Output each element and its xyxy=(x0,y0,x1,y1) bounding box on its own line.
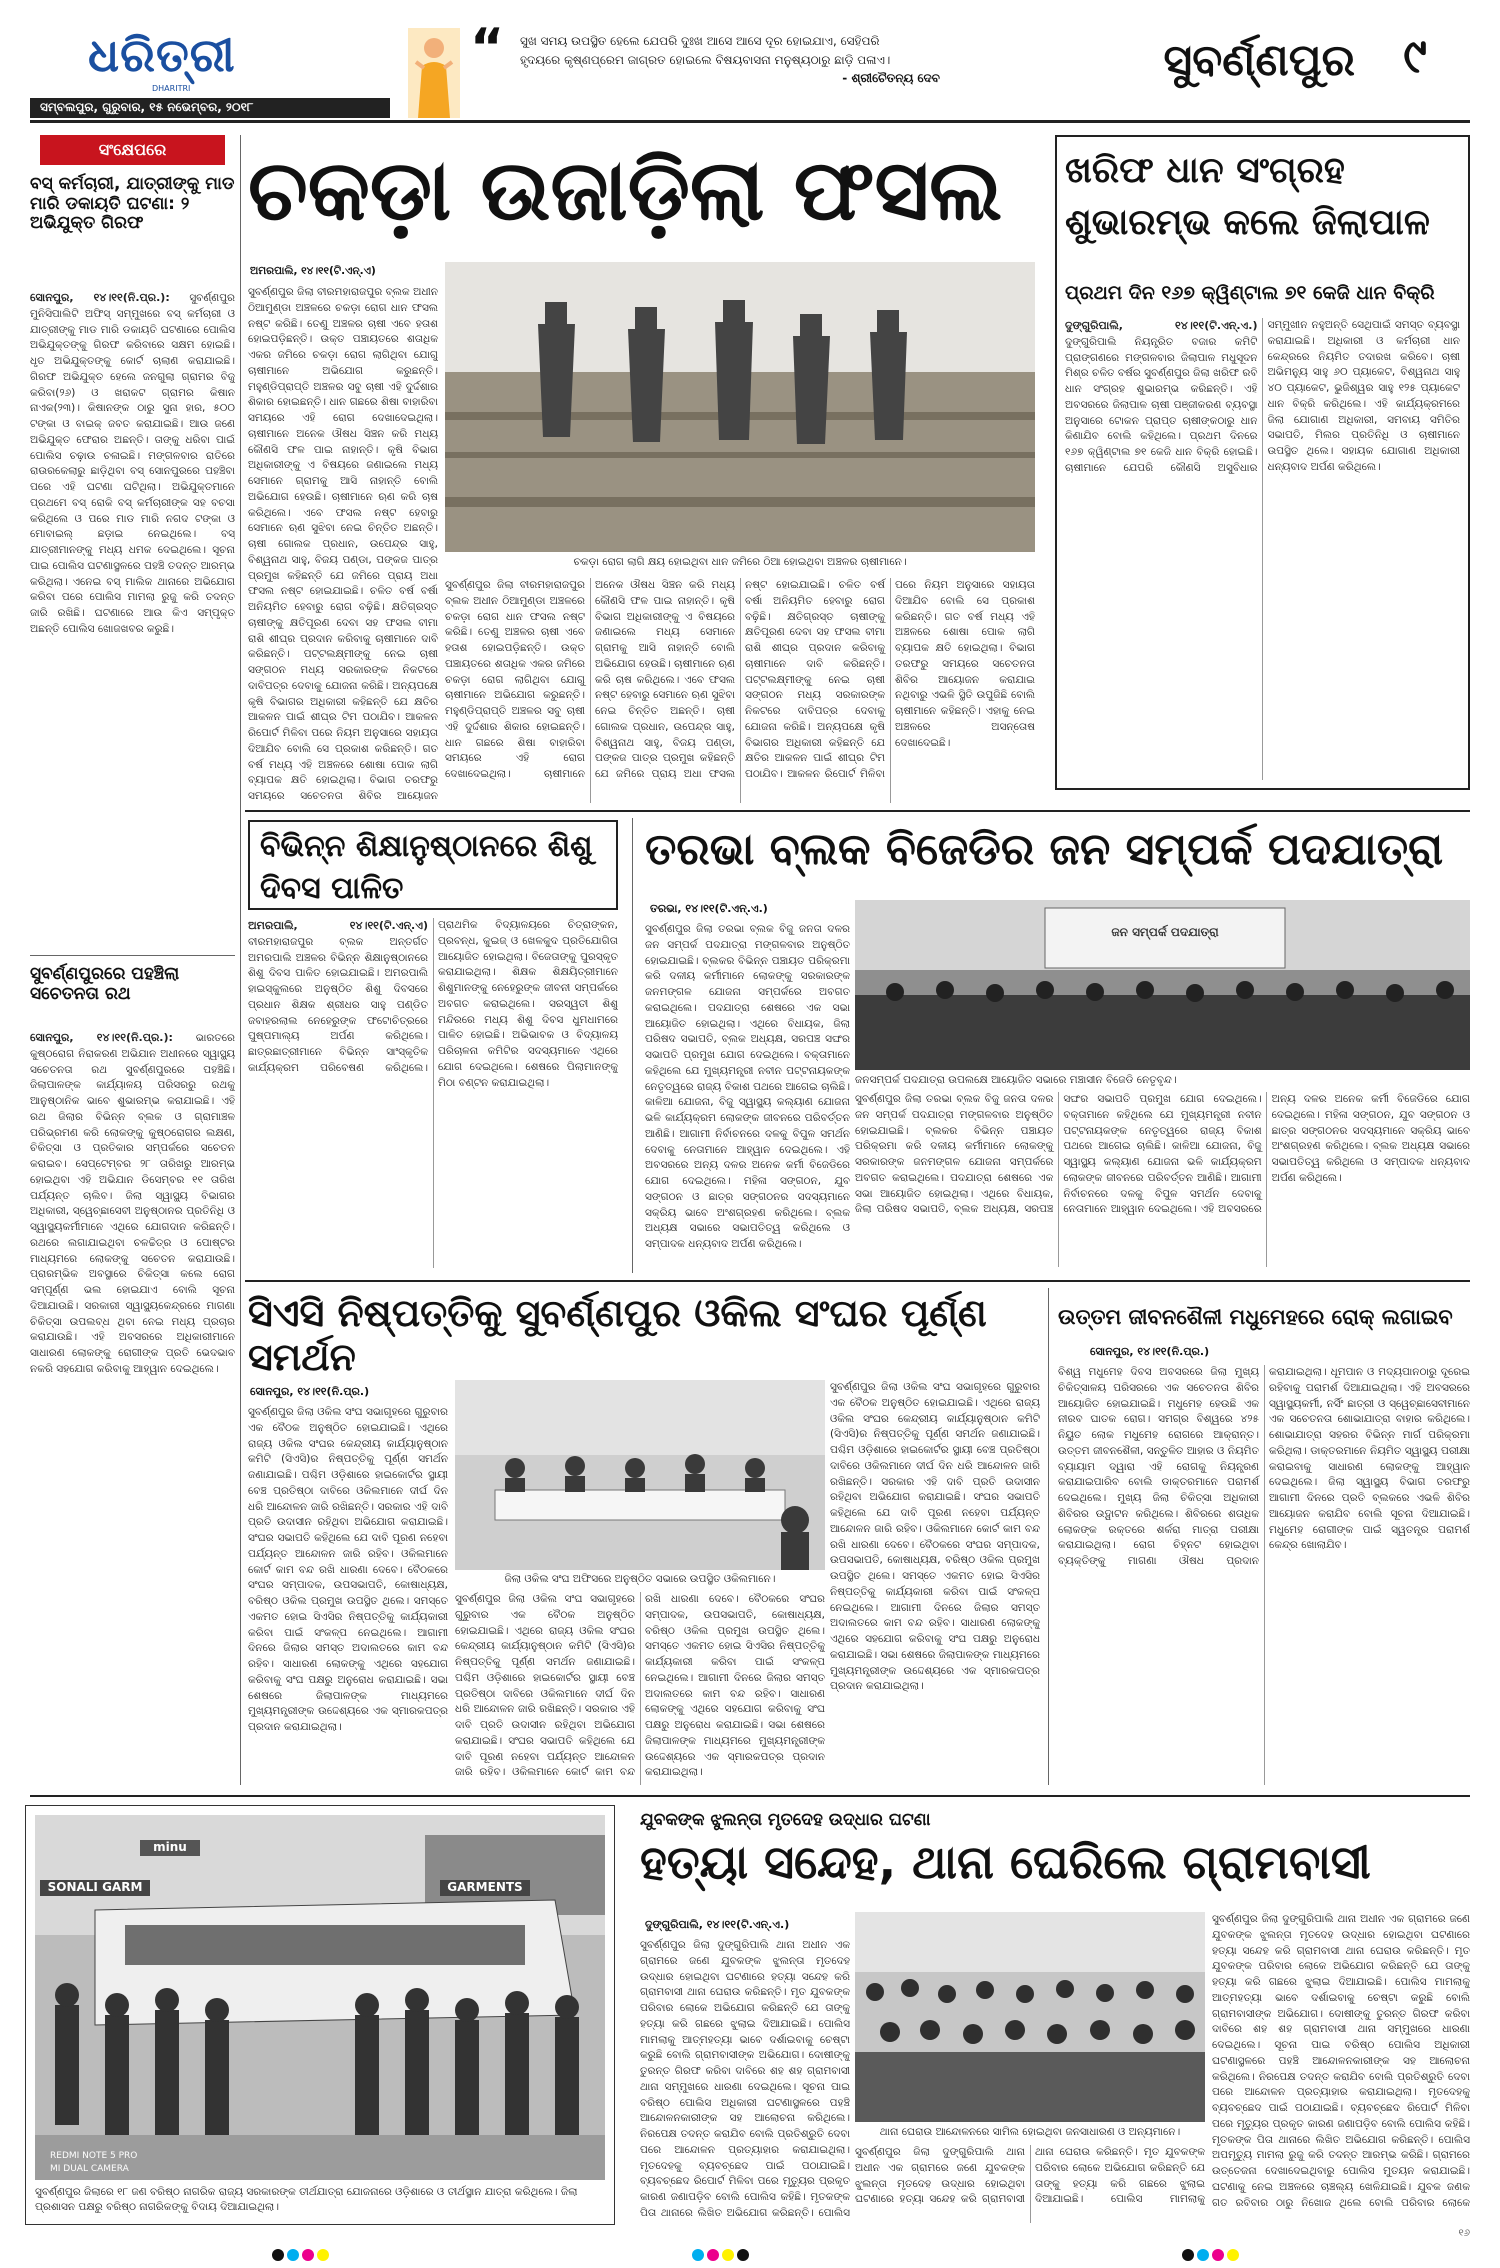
tirtha-bus-photo xyxy=(35,1815,605,2180)
brief-story2-body: ଭାରତରେ କୁଷ୍ଠରୋଗ ନିରାକରଣ ଅଭିଯାନ ଅଧୀନରେ ସ୍ୱାସ୍ଥ୍ୟ ସଚେତନତା ରଥ ସୁବର୍ଣ୍ଣପୁରରେ ପହଞ୍ଚିଛି। ଜିଲାପାଳଙ୍କ କାର୍ଯ୍ୟାଳୟ ପରିସରରୁ ରଥକୁ ଆନୁଷ୍ଠାନିକ ଭାବେ ଶୁଭାରମ୍ଭ କରାଯାଇଛି। ଏହି ରଥ ଜିଲାର ବିଭିନ୍ନ ବ୍ଲକ ଓ ଗ୍ରାମାଞ୍ଚଳ ପରିଭ୍ରମଣ କରି ଲୋକଙ୍କୁ କୁଷ୍ଠରୋଗର ଲକ୍ଷଣ, ଚିକିତ୍ସା ଓ ପ୍ରତିକାର ସମ୍ପର୍କରେ ସଚେତନ କରାଇବ। ସେପ୍ଟେମ୍ବର ୨୮ ତାରିଖରୁ ଆରମ୍ଭ ହୋଇଥିବା ଏହି ଅଭିଯାନ ଡିସେମ୍ବର ୧୧ ତାରିଖ ପର୍ଯ୍ୟନ୍ତ ଚାଲିବ। ଜିଲା ସ୍ୱାସ୍ଥ୍ୟ ବିଭାଗର ଅଧିକାରୀ, ସ୍ୱେଚ୍ଛାସେବୀ ଅନୁଷ୍ଠାନର ପ୍ରତିନିଧି ଓ ସ୍ୱାସ୍ଥ୍ୟକର୍ମୀମାନେ ଏଥିରେ ଯୋଗଦାନ କରିଛନ୍ତି। ରଥରେ ଲଗାଯାଇଥିବା ଚଳଚ୍ଚିତ୍ର ଓ ପୋଷ୍ଟର ମାଧ୍ୟମରେ ଲୋକଙ୍କୁ ସଚେତନ କରାଯାଉଛି। ପ୍ରାରମ୍ଭିକ ଅବସ୍ଥାରେ ଚିକିତ୍ସା କଲେ ରୋଗ ସମ୍ପୂର୍ଣ୍ଣ ଭଲ ହୋଇଯାଏ ବୋଲି ସୂଚନା ଦିଆଯାଉଛି। ସରକାରୀ ସ୍ୱାସ୍ଥ୍ୟକେନ୍ଦ୍ରରେ ମାଗଣା ଚିକିତ୍ସା ଉପଲବ୍ଧ ଥିବା ନେଇ ମଧ୍ୟ ପ୍ରଚାର କରାଯାଉଛି। ଏହି ଅବସରରେ ଅଧିକାରୀମାନେ ସାଧାରଣ ଲୋକଙ୍କୁ ରୋଗୀଙ୍କ ପ୍ରତି ଭେଦଭାବ ନକରି ସହଯୋଗ କରିବାକୁ ଆହ୍ୱାନ ଦେଇଥିଲେ। xyxy=(30,1032,235,1375)
page-code: ୧୬ xyxy=(1458,2228,1470,2239)
print-dot xyxy=(1182,2249,1194,2261)
diabetes-vertical-rule xyxy=(1048,1288,1049,1785)
bjd-body-bottom xyxy=(855,1092,1470,1267)
print-dot xyxy=(692,2249,704,2261)
murder-body-right xyxy=(1212,1912,1470,2223)
row1-rule xyxy=(245,810,1470,812)
section-title: ସୁବର୍ଣ୍ଣପୁର xyxy=(1163,35,1355,86)
kharif-subhead: ପ୍ରଥମ ଦିନ ୧୬୭ କ୍ୱିଣ୍ଟାଲ ୭୧ କେଜି ଧାନ ବିକ୍ରି xyxy=(1065,282,1435,304)
print-dot xyxy=(1197,2249,1209,2261)
brief-story2 xyxy=(30,1030,235,1785)
bjd-banner: ଜନ ସମ୍ପର୍କ ପଦଯାତ୍ରା xyxy=(1111,925,1219,939)
shop-sign-1: minu xyxy=(140,1840,200,1856)
print-dot xyxy=(302,2249,314,2261)
murder-body-continued-bottom: ସୁବର୍ଣ୍ଣପୁର ଜିଲା ଦୁଙ୍ଗୁରିପାଲି ଥାନା ଅଧୀନ ଏକ ଗ୍ରାମରେ ଜଣେ ଯୁବକଙ୍କ ଝୁଲନ୍ତା ମୃତଦେହ ଉଦ୍ଧାର ହୋଇଥିବା ଘଟଣାରେ ହତ୍ୟା ସନ୍ଦେହ କରି ଗ୍ରାମବାସୀ ଥାନା ଘେରାଉ କରିଛନ୍ତି। ମୃତ ଯୁବକଙ୍କ ପରିବାର ଲୋକେ ଅଭିଯୋଗ କରିଛନ୍ତି ଯେ ତାଙ୍କୁ ହତ୍ୟା କରି ଗଛରେ ଝୁଲାଇ ଦିଆଯାଇଛି। ପୋଲିସ ମାମଲାକୁ xyxy=(855,2146,1205,2206)
diabetes-body-text: ବିଶ୍ୱ ମଧୁମେହ ଦିବସ ଅବସରରେ ଜିଲା ମୁଖ୍ୟ ଚିକିତ୍ସାଳୟ ପରିସରରେ ଏକ ସଚେତନତା ଶିବିର ଆୟୋଜିତ ହୋଇଯାଇଛି। ମଧୁମେହ ହେଉଛି ଏକ ନୀରବ ଘାତକ ରୋଗ। ସମଗ୍ର ବିଶ୍ୱରେ ୪୨୫ ନିୟୁତ ଲୋକ ମଧୁମେହ ରୋଗରେ ଆକ୍ରାନ୍ତ। ଉତ୍ତମ ଜୀବନଶୈଳୀ, ସନ୍ତୁଳିତ ଆହାର ଓ ନିୟମିତ ବ୍ୟାୟାମ ଦ୍ୱାରା ଏହି ରୋଗକୁ ନିୟନ୍ତ୍ରଣ କରାଯାଇପାରିବ ବୋଲି ଡାକ୍ତରମାନେ ପରାମର୍ଶ ଦେଇଥିଲେ। ମୁଖ୍ୟ ଜିଲା ଚିକିତ୍ସା ଅଧିକାରୀ ଶିବିରର ଉଦ୍ଘାଟନ କରିଥିଲେ। ଶିବିରରେ ଶତାଧିକ ଲୋକଙ୍କ ରକ୍ତରେ ଶର୍କରା ମାତ୍ରା ପରୀକ୍ଷା କରାଯାଇଥିଲା। ରୋଗ ଚିହ୍ନଟ ହୋଇଥିବା ବ୍ୟକ୍ତିଙ୍କୁ ମାଗଣା ଔଷଧ ପ୍ରଦାନ କରାଯାଇଥିଲା। ଧୂମପାନ ଓ ମଦ୍ୟପାନଠାରୁ ଦୂରେଇ ରହିବାକୁ ପରାମର୍ଶ ଦିଆଯାଇଥିଲା। ଏହି ଅବସରରେ ସ୍ୱାସ୍ଥ୍ୟକର୍ମୀ, ନର୍ସିଂ ଛାତ୍ରୀ ଓ ସ୍ୱେଚ୍ଛାସେବୀମାନେ ଏକ ସଚେତନତା ଶୋଭାଯାତ୍ରା ବାହାର କରିଥିଲେ। ଶୋଭାଯାତ୍ରା ସହରର ବିଭିନ୍ନ ମାର୍ଗ ପରିକ୍ରମା କରିଥିଲା। ଡାକ୍ତରମାନେ ନିୟମିତ ସ୍ୱାସ୍ଥ୍ୟ ପରୀକ୍ଷା କରାଇବାକୁ ସାଧାରଣ ଲୋକଙ୍କୁ ଆହ୍ୱାନ ଦେଇଥିଲେ। ଜିଲା ସ୍ୱାସ୍ଥ୍ୟ ବିଭାଗ ତରଫରୁ ଆଗାମୀ ଦିନରେ ପ୍ରତି ବ୍ଲକରେ ଏଭଳି ଶିବିର ଆୟୋଜନ କରାଯିବ ବୋଲି ସୂଚନା ଦିଆଯାଇଛି। ମଧୁମେହ ରୋଗୀଙ୍କ ପାଇଁ ସ୍ୱତନ୍ତ୍ର ପରାମର୍ଶ କେନ୍ଦ୍ର ଖୋଲାଯିବ। xyxy=(1058,1366,1470,1567)
brief-story1-title: ବସ୍ କର୍ମଚାରୀ, ଯାତ୍ରୀଙ୍କୁ ମାଡ ମାରି ଡକାୟତି ଘଟଣା: ୨ ଅଭିଯୁକ୍ତ ଗିରଫ xyxy=(30,174,235,234)
farmers-photo-caption: ଚକଡ଼ା ରୋଗ ଲାଗି କ୍ଷୟ ହୋଇଥିବା ଧାନ ଜମିରେ ଠିଆ ହୋଇଥିବା ଅଞ୍ଚଳର ଚାଷୀମାନେ। xyxy=(573,556,907,568)
print-dot xyxy=(287,2249,299,2261)
bjd-dateline: ତରଭା, ୧୪।୧୧(ଟି.ଏନ୍.ଏ.) xyxy=(650,902,768,915)
kharif-dateline: ଦୁଙ୍ଗୁରିପାଲି, ୧୪।୧୧(ଟି.ଏନ୍.ଏ.) xyxy=(1065,319,1258,332)
murder-body-left xyxy=(640,1938,850,2223)
shop-sign-2: SONALI GARM xyxy=(40,1880,150,1896)
phone-watermark-line-1: REDMI NOTE 5 PRO xyxy=(50,2151,138,2161)
brief-vertical-rule xyxy=(240,135,241,1785)
brief-story2-dateline: ସୋନପୁର, ୧୪।୧୧(ନି.ପ୍ର.): xyxy=(30,1031,173,1044)
registration-marks xyxy=(0,2245,1500,2265)
phone-watermark xyxy=(50,2150,250,2178)
print-dot xyxy=(1227,2249,1239,2261)
row3-rule xyxy=(30,1795,1470,1797)
lawyers-photo-caption: ଜିଲା ଓକିଲ ସଂଘ ଅଫିସରେ ଅନୁଷ୍ଠିତ ସଭାରେ ଉପସ୍ଥିତ ଓକିଲମାନେ। xyxy=(504,1573,776,1585)
issue-date: ସମ୍ବଲପୁର, ଗୁରୁବାର, ୧୫ ନଭେମ୍ବର, ୨୦୧୮ xyxy=(40,100,254,114)
quote-line-2: ହୃଦୟରେ କୃଷ୍ଣପ୍ରେମ ଜାଗ୍ରତ ହୋଇଲେ ବିଷୟବାସନା ମନୁଷ୍ୟଠାରୁ ଛାଡ଼ି ପଳାଏ। xyxy=(520,52,891,67)
brief-story1 xyxy=(30,290,235,945)
murder-kicker: ଯୁବକଙ୍କ ଝୁଲନ୍ତା ମୃତଦେହ ଉଦ୍ଧାର ଘଟଣା xyxy=(640,1810,931,1830)
row2-vertical-rule xyxy=(632,818,633,1273)
print-dot xyxy=(737,2249,749,2261)
brief-label: ସଂକ୍ଷେପରେ xyxy=(40,135,225,165)
brief-story1-dateline: ସୋନପୁର, ୧୪।୧୧(ନି.ପ୍ର.): xyxy=(30,291,170,304)
lawyers-meeting-photo xyxy=(455,1380,825,1570)
murder-body: ସୁବର୍ଣ୍ଣପୁର ଜିଲା ଦୁଙ୍ଗୁରିପାଲି ଥାନା ଅଧୀନ ଏକ ଗ୍ରାମରେ ଜଣେ ଯୁବକଙ୍କ ଝୁଲନ୍ତା ମୃତଦେହ ଉଦ୍ଧାର ହୋଇଥିବା ଘଟଣାରେ ହତ୍ୟା ସନ୍ଦେହ କରି ଗ୍ରାମବାସୀ ଥାନା ଘେରାଉ କରିଛନ୍ତି। ମୃତ ଯୁବକଙ୍କ ପରିବାର ଲୋକେ ଅଭିଯୋଗ କରିଛନ୍ତି ଯେ ତାଙ୍କୁ ହତ୍ୟା କରି ଗଛରେ ଝୁଲାଇ ଦିଆଯାଇଛି। ପୋଲିସ ମାମଲାକୁ ଆତ୍ମହତ୍ୟା ଭାବେ ଦର୍ଶାଇବାକୁ ଚେଷ୍ଟା କରୁଛି ବୋଲି ଗ୍ରାମବାସୀଙ୍କ ଅଭିଯୋଗ। ଦୋଷୀଙ୍କୁ ତୁରନ୍ତ ଗିରଫ କରିବା ଦାବିରେ ଶହ ଶହ ଗ୍ରାମବାସୀ ଥାନା ସମ୍ମୁଖରେ ଧାରଣା ଦେଇଥିଲେ। ସୂଚନା ପାଇ ବରିଷ୍ଠ ପୋଲିସ ଅଧିକାରୀ ଘଟଣାସ୍ଥଳରେ ପହଞ୍ଚି ଆନ୍ଦୋଳନକାରୀଙ୍କ ସହ ଆଲୋଚନା କରିଥିଲେ। ନିରପେକ୍ଷ ତଦନ୍ତ କରାଯିବ ବୋଲି ପ୍ରତିଶ୍ରୁତି ଦେବା ପରେ ଆନ୍ଦୋଳନ ପ୍ରତ୍ୟାହାର କରାଯାଇଥିଲା। ମୃତଦେହକୁ ବ୍ୟବଚ୍ଛେଦ ପାଇଁ ପଠାଯାଇଛି। ବ୍ୟବଚ୍ଛେଦ ରିପୋର୍ଟ ମିଳିବା ପରେ ମୃତ୍ୟୁର ପ୍ରକୃତ କାରଣ ଜଣାପଡ଼ିବ ବୋଲି ପୋଲିସ କହିଛି। ମୃତକଙ୍କ ପିତା ଥାନାରେ ଲିଖିତ ଅଭିଯୋଗ କରିଛନ୍ତି। ପୋଲିସ xyxy=(640,1939,850,2219)
farmers-photo xyxy=(445,262,1035,552)
murder-headline: ହତ୍ୟା ସନ୍ଦେହ, ଥାନା ଘେରିଲେ ଗ୍ରାମବାସୀ xyxy=(640,1835,1371,1889)
print-dot xyxy=(722,2249,734,2261)
bjd-body: ସୁବର୍ଣ୍ଣପୁର ଜିଲା ତରଭା ବ୍ଲକ ବିଜୁ ଜନତା ଦଳର ଜନ ସମ୍ପର୍କ ପଦଯାତ୍ରା ମଙ୍ଗଳବାର ଅନୁଷ୍ଠିତ ହୋଇଯାଇଛି। ବ୍ଲକର ବିଭିନ୍ନ ପଞ୍ଚାୟତ ପରିକ୍ରମା କରି ଦଳୀୟ କର୍ମୀମାନେ ଲୋକଙ୍କୁ ସରକାରଙ୍କ ଜନମଙ୍ଗଳ ଯୋଜନା ସମ୍ପର୍କରେ ଅବଗତ କରାଇଥିଲେ। ପଦଯାତ୍ରା ଶେଷରେ ଏକ ସଭା ଆୟୋଜିତ ହୋଇଥିଲା। ଏଥିରେ ବିଧାୟକ, ଜିଲା ପରିଷଦ ସଭାପତି, ବ୍ଲକ ଅଧ୍ୟକ୍ଷ, ସରପଞ୍ଚ ସଙ୍ଘର ସଭାପତି ପ୍ରମୁଖ ଯୋଗ ଦେଇଥିଲେ। ବକ୍ତାମାନେ କହିଥିଲେ ଯେ ମୁଖ୍ୟମନ୍ତ୍ରୀ ନବୀନ ପଟ୍ଟନାୟକଙ୍କ ନେତୃତ୍ୱରେ ରାଜ୍ୟ ବିକାଶ ପଥରେ ଆଗେଇ ଚାଲିଛି। କାଳିଆ ଯୋଜନା, ବିଜୁ ସ୍ୱାସ୍ଥ୍ୟ କଲ୍ୟାଣ ଯୋଜନା ଭଳି କାର୍ଯ୍ୟକ୍ରମ ଲୋକଙ୍କ ଜୀବନରେ ପରିବର୍ତ୍ତନ ଆଣିଛି। ଆଗାମୀ ନିର୍ବାଚନରେ ଦଳକୁ ବିପୁଳ ସମର୍ଥନ ଦେବାକୁ ନେତାମାନେ ଆହ୍ୱାନ ଦେଇଥିଲେ। ଏହି ଅବସରରେ ଅନ୍ୟ ଦଳର ଅନେକ କର୍ମୀ ବିଜେଡିରେ ଯୋଗ ଦେଇଥିଲେ। ମହିଳା ସଙ୍ଗଠନ, ଯୁବ ସଙ୍ଗଠନ ଓ ଛାତ୍ର ସଙ୍ଗଠନର ସଦସ୍ୟମାନେ ସକ୍ରିୟ ଭାବେ ଅଂଶଗ୍ରହଣ କରିଥିଲେ। ବ୍ଲକ ଅଧ୍ୟକ୍ଷ ସଭାରେ ସଭାପତିତ୍ୱ କରିଥିଲେ ଓ ସମ୍ପାଦକ ଧନ୍ୟବାଦ ଅର୍ପଣ କରିଥିଲେ। xyxy=(645,923,850,1250)
bjd-photo-caption: ଜନସମ୍ପର୍କ ପଦଯାତ୍ରା ଉପଲକ୍ଷେ ଆୟୋଜିତ ସଭାରେ ମଞ୍ଚାସୀନ ବିଜେଡି ନେତୃବୃନ୍ଦ। xyxy=(855,1074,1177,1086)
brief-divider xyxy=(30,955,235,956)
print-dot xyxy=(272,2249,284,2261)
quote-line-1: ସୁଖ ସମୟ ଉପସ୍ଥିତ ହେଲେ ଯେପରି ଦୁଃଖ ଆସେ ଆସେ ଦୂର ହୋଇଯାଏ, ସେହିପରି xyxy=(520,34,880,48)
masthead xyxy=(0,0,1500,125)
tirtha-photo-caption: ସୁବର୍ଣ୍ଣପୁର ଜିଲାରେ ୧୮ ଜଣ ବରିଷ୍ଠ ନାଗରିକ ରାଜ୍ୟ ସରକାରଙ୍କ ତୀର୍ଥଯାତ୍ରା ଯୋଜନାରେ ଓଡ଼ିଶାରେ ଓ ତୀର୍ଥସ୍ଥାନ ଯାତ୍ରା କରିଥିଲେ। ଜିଲା ପ୍ରଶାସନ ପକ୍ଷରୁ ବରିଷ୍ଠ ନାଗରିକଙ୍କୁ ବିଦାୟ ଦିଆଯାଇଥିଲା। xyxy=(35,2186,578,2213)
kharif-body xyxy=(1065,318,1460,780)
kharif-headline: ଖରିଫ ଧାନ ସଂଗ୍ରହ ଶୁଭାରମ୍ଭ କଲେ ଜିଲାପାଳ xyxy=(1065,150,1430,244)
row2-rule xyxy=(245,1280,1470,1282)
children-day-dateline: ଅମରପାଲି, ୧୪।୧୧(ଟି.ଏନ୍.ଏ) xyxy=(248,919,428,932)
cac-headline: ସିଏସି ନିଷ୍ପତ୍ତିକୁ ସୁବର୍ଣ୍ଣପୁର ଓକିଲ ସଂଘର ପୂର୍ଣ୍ଣ ସମର୍ଥନ xyxy=(248,1291,987,1379)
lead-headline: ଚକଡ଼ା ଉଜାଡ଼ିଲା ଫସଲ xyxy=(248,141,1003,239)
dateline-bar xyxy=(30,98,390,118)
diabetes-headline: ଉତ୍ତମ ଜୀବନଶୈଳୀ ମଧୁମେହରେ ରୋକ୍ ଲଗାଇବ xyxy=(1058,1305,1453,1329)
children-day-headline: ବିଭିନ୍ନ ଶିକ୍ଷାନୁଷ୍ଠାନରେ ଶିଶୁ ଦିବସ ପାଳିତ xyxy=(248,820,618,910)
cac-body-right xyxy=(830,1380,1040,1785)
bjd-body-continued: ସୁବର୍ଣ୍ଣପୁର ଜିଲା ତରଭା ବ୍ଲକ ବିଜୁ ଜନତା ଦଳର ଜନ ସମ୍ପର୍କ ପଦଯାତ୍ରା ମଙ୍ଗଳବାର ଅନୁଷ୍ଠିତ ହୋଇଯାଇଛି। ବ୍ଲକର ବିଭିନ୍ନ ପଞ୍ଚାୟତ ପରିକ୍ରମା କରି ଦଳୀୟ କର୍ମୀମାନେ ଲୋକଙ୍କୁ ସରକାରଙ୍କ ଜନମଙ୍ଗଳ ଯୋଜନା ସମ୍ପର୍କରେ ଅବଗତ କରାଇଥିଲେ। ପଦଯାତ୍ରା ଶେଷରେ ଏକ ସଭା ଆୟୋଜିତ ହୋଇଥିଲା। ଏଥିରେ ବିଧାୟକ, ଜିଲା ପରିଷଦ ସଭାପତି, ବ୍ଲକ ଅଧ୍ୟକ୍ଷ, ସରପଞ୍ଚ ସଙ୍ଘର ସଭାପତି ପ୍ରମୁଖ ଯୋଗ ଦେଇଥିଲେ। ବକ୍ତାମାନେ କହିଥିଲେ ଯେ ମୁଖ୍ୟମନ୍ତ୍ରୀ ନବୀନ ପଟ୍ଟନାୟକଙ୍କ ନେତୃତ୍ୱରେ ରାଜ୍ୟ ବିକାଶ ପଥରେ ଆଗେଇ ଚାଲିଛି। କାଳିଆ ଯୋଜନା, ବିଜୁ ସ୍ୱାସ୍ଥ୍ୟ କଲ୍ୟାଣ ଯୋଜନା ଭଳି କାର୍ଯ୍ୟକ୍ରମ ଲୋକଙ୍କ ଜୀବନରେ ପରିବର୍ତ୍ତନ ଆଣିଛି। ଆଗାମୀ ନିର୍ବାଚନରେ ଦଳକୁ ବିପୁଳ ସମର୍ଥନ ଦେବାକୁ ନେତାମାନେ ଆହ୍ୱାନ ଦେଇଥିଲେ। ଏହି ଅବସରରେ ଅନ୍ୟ ଦଳର ଅନେକ କର୍ମୀ ବିଜେଡିରେ ଯୋଗ ଦେଇଥିଲେ। ମହିଳା ସଙ୍ଗଠନ, ଯୁବ ସଙ୍ଗଠନ ଓ ଛାତ୍ର ସଙ୍ଗଠନର ସଦସ୍ୟମାନେ ସକ୍ରିୟ ଭାବେ ଅଂଶଗ୍ରହଣ କରିଥିଲେ। ବ୍ଲକ ଅଧ୍ୟକ୍ଷ ସଭାରେ ସଭାପତିତ୍ୱ କରିଥିଲେ ଓ ସମ୍ପାଦକ ଧନ୍ୟବାଦ ଅର୍ପଣ କରିଥିଲେ। xyxy=(855,1093,1470,1216)
children-day-body xyxy=(248,918,618,1268)
children-day-body-text: ବୀରମହାରାଜପୁର ବ୍ଲକ ଅନ୍ତର୍ଗତ ଅମରପାଲି ଅଞ୍ଚଳର ବିଭିନ୍ନ ଶିକ୍ଷାନୁଷ୍ଠାନରେ ଶିଶୁ ଦିବସ ପାଳିତ ହୋଇଯାଇଛି। ଅମରପାଲି ହାଇସ୍କୁଲରେ ଅନୁଷ୍ଠିତ ଶିଶୁ ଦିବସରେ ପ୍ରଧାନ ଶିକ୍ଷକ ଶ୍ରୀଧର ସାହୁ ପଣ୍ଡିତ ଜବାହରଲାଲ ନେହେରୁଙ୍କ ଫଟୋଚିତ୍ରରେ ପୁଷ୍ପମାଲ୍ୟ ଅର୍ପଣ କରିଥିଲେ। ଛାତ୍ରଛାତ୍ରୀମାନେ ବିଭିନ୍ନ ସାଂସ୍କୃତିକ କାର୍ଯ୍ୟକ୍ରମ ପରିବେଷଣ କରିଥିଲେ। ପ୍ରାଥମିକ ବିଦ୍ୟାଳୟରେ ଚିତ୍ରାଙ୍କନ, ପ୍ରବନ୍ଧ, କୁଇଜ୍ ଓ ଖେଳକୁଦ ପ୍ରତିଯୋଗିତା ଆୟୋଜିତ ହୋଇଥିଲା। ବିଜେତାଙ୍କୁ ପୁରସ୍କୃତ କରାଯାଇଥିଲା। ଶିକ୍ଷକ ଶିକ୍ଷୟିତ୍ରୀମାନେ ଶିଶୁମାନଙ୍କୁ ନେହେରୁଙ୍କ ଜୀବନୀ ସମ୍ପର୍କରେ ଅବଗତ କରାଇଥିଲେ। ସରସ୍ୱତୀ ଶିଶୁ ମନ୍ଦିରରେ ମଧ୍ୟ ଶିଶୁ ଦିବସ ଧୁମଧାମରେ ପାଳିତ ହୋଇଛି। ଅଭିଭାବକ ଓ ବିଦ୍ୟାଳୟ ପରିଚାଳନା କମିଟିର ସଦସ୍ୟମାନେ ଏଥିରେ ଯୋଗ ଦେଇଥିଲେ। ଶେଷରେ ପିଲାମାନଙ୍କୁ ମିଠା ବଣ୍ଟନ କରାଯାଇଥିଲା। xyxy=(248,919,618,1089)
saint-illustration xyxy=(408,28,460,118)
page-number: ୯ xyxy=(1403,28,1427,84)
murder-body-bottom xyxy=(855,2145,1205,2223)
villagers-gherao-photo xyxy=(855,1912,1205,2122)
lead-body: ସୁବର୍ଣ୍ଣପୁର ଜିଲା ବୀରମହାରାଜପୁର ବ୍ଲକ ଅଧୀନ ଠିଆମୁଣ୍ଡା ଅଞ୍ଚଳରେ ଚକଡ଼ା ରୋଗ ଧାନ ଫସଲ ନଷ୍ଟ କରିଛି। ତେଣୁ ଅଞ୍ଚଳର ଚାଷୀ ଏବେ ହତାଶ ହୋଇପଡ଼ିଛନ୍ତି। ଉକ୍ତ ପଞ୍ଚାୟତରେ ଶତାଧିକ ଏକର ଜମିରେ ଚକଡ଼ା ରୋଗ ଲାଗିଥିବା ଯୋଗୁ ଚାଷୀମାନେ ଅଭିଯୋଗ କରୁଛନ୍ତି। ମହୁଣ୍ଡିପ୍ରାପ୍ତି ଅଞ୍ଚଳର ସବୁ ଚାଷୀ ଏହି ଦୁର୍ଦ୍ଦଶାର ଶିକାର ହୋଇଛନ୍ତି। ଧାନ ଗଛରେ ଶିଷା ବାହାରିବା ସମୟରେ ଏହି ରୋଗ ଦେଖାଦେଇଥିଲା। ଚାଷୀମାନେ ଅନେକ ଔଷଧ ସିଞ୍ଚନ କରି ମଧ୍ୟ କୌଣସି ଫଳ ପାଇ ନାହାନ୍ତି। କୃଷି ବିଭାଗ ଅଧିକାରୀଙ୍କୁ ଏ ବିଷୟରେ ଜଣାଇଲେ ମଧ୍ୟ ସେମାନେ ଗ୍ରାମକୁ ଆସି ନାହାନ୍ତି ବୋଲି ଅଭିଯୋଗ ହେଉଛି। ଚାଷୀମାନେ ଋଣ କରି ଚାଷ କରିଥିଲେ। ଏବେ ଫସଲ ନଷ୍ଟ ହେବାରୁ ସେମାନେ ଋଣ ସୁଝିବା ନେଇ ଚିନ୍ତିତ ଅଛନ୍ତି। ଚାଷୀ ଗୋଲକ ପ୍ରଧାନ, ଉପେନ୍ଦ୍ର ସାହୁ, ବିଶ୍ୱନାଥ ସାହୁ, ବିଜୟ ପଣ୍ଡା, ପଙ୍କଜ ପାତ୍ର ପ୍ରମୁଖ କହିଛନ୍ତି ଯେ ଜମିରେ ପ୍ରାୟ ଅଧା ଫସଲ ନଷ୍ଟ ହୋଇଯାଇଛି। ଚଳିତ ବର୍ଷ ବର୍ଷା ଅନିୟମିତ ହେବାରୁ ରୋଗ ବଢ଼ିଛି। କ୍ଷତିଗ୍ରସ୍ତ ଚାଷୀଙ୍କୁ କ୍ଷତିପୂରଣ ଦେବା ସହ ଫସଲ ବୀମା ରାଶି ଶୀଘ୍ର ପ୍ରଦାନ କରିବାକୁ ଚାଷୀମାନେ ଦାବି କରିଛନ୍ତି। ପଟ୍ଟଲକ୍ଷ୍ମୀଙ୍କୁ ନେଇ ଚାଷୀ ସଙ୍ଗଠନ ମଧ୍ୟ ସରକାରଙ୍କ ନିକଟରେ ଦାବିପତ୍ର ଦେବାକୁ ଯୋଜନା କରିଛି। ଅନ୍ୟପକ୍ଷେ କୃଷି ବିଭାଗର ଅଧିକାରୀ କହିଛନ୍ତି ଯେ କ୍ଷତିର ଆକଳନ ପାଇଁ ଶୀଘ୍ର ଟିମ ପଠାଯିବ। ଆକଳନ ରିପୋର୍ଟ ମିଳିବା ପରେ ନିୟମ ଅନୁସାରେ ସହାୟତା ଦିଆଯିବ ବୋଲି ସେ ପ୍ରକାଶ କରିଛନ୍ତି। ଗତ ବର୍ଷ ମଧ୍ୟ ଏହି ଅଞ୍ଚଳରେ ଶୋଷା ପୋକ ଲାଗି ବ୍ୟାପକ କ୍ଷତି ହୋଇଥିଲା। ବିଭାଗ ତରଫରୁ ସମୟରେ ସଚେତନତା ଶିବିର ଆୟୋଜନ xyxy=(248,286,438,802)
diabetes-dateline: ସୋନପୁର, ୧୪।୧୧(ନି.ପ୍ର.) xyxy=(1090,1345,1210,1358)
murder-dateline: ଦୁଙ୍ଗୁରିପାଲି, ୧୪।୧୧(ଟି.ଏନ୍.ଏ.) xyxy=(645,1918,790,1931)
lead-body-bottom xyxy=(445,578,1035,803)
cac-body-left xyxy=(248,1405,448,1785)
quote-author: - ଶ୍ରୀଚୈତନ୍ୟ ଦେବ xyxy=(842,71,940,86)
logo-text: ଧରିତ୍ରୀ xyxy=(88,28,236,82)
lead-body-left xyxy=(248,285,438,805)
phone-watermark-line-2: MI DUAL CAMERA xyxy=(50,2163,129,2174)
print-dot xyxy=(1212,2249,1224,2261)
shop-sign-3: GARMENTS xyxy=(440,1880,530,1896)
bjd-body-left xyxy=(645,922,850,1267)
quote-block xyxy=(520,32,940,88)
diabetes-body xyxy=(1058,1365,1470,1785)
cac-body-bottom xyxy=(455,1592,825,1785)
print-dot xyxy=(317,2249,329,2261)
print-dot xyxy=(707,2249,719,2261)
logo-subtext: DHARITRI xyxy=(152,84,191,93)
murder-body-continued-right: ସୁବର୍ଣ୍ଣପୁର ଜିଲା ଦୁଙ୍ଗୁରିପାଲି ଥାନା ଅଧୀନ ଏକ ଗ୍ରାମରେ ଜଣେ ଯୁବକଙ୍କ ଝୁଲନ୍ତା ମୃତଦେହ ଉଦ୍ଧାର ହୋଇଥିବା ଘଟଣାରେ ହତ୍ୟା ସନ୍ଦେହ କରି ଗ୍ରାମବାସୀ ଥାନା ଘେରାଉ କରିଛନ୍ତି। ମୃତ ଯୁବକଙ୍କ ପରିବାର ଲୋକେ ଅଭିଯୋଗ କରିଛନ୍ତି ଯେ ତାଙ୍କୁ ହତ୍ୟା କରି ଗଛରେ ଝୁଲାଇ ଦିଆଯାଇଛି। ପୋଲିସ ମାମଲାକୁ ଆତ୍ମହତ୍ୟା ଭାବେ ଦର୍ଶାଇବାକୁ ଚେଷ୍ଟା କରୁଛି ବୋଲି ଗ୍ରାମବାସୀଙ୍କ ଅଭିଯୋଗ। ଦୋଷୀଙ୍କୁ ତୁରନ୍ତ ଗିରଫ କରିବା ଦାବିରେ ଶହ ଶହ ଗ୍ରାମବାସୀ ଥାନା ସମ୍ମୁଖରେ ଧାରଣା ଦେଇଥିଲେ। ସୂଚନା ପାଇ ବରିଷ୍ଠ ପୋଲିସ ଅଧିକାରୀ ଘଟଣାସ୍ଥଳରେ ପହଞ୍ଚି ଆନ୍ଦୋଳନକାରୀଙ୍କ ସହ ଆଲୋଚନା କରିଥିଲେ। ନିରପେକ୍ଷ ତଦନ୍ତ କରାଯିବ ବୋଲି ପ୍ରତିଶ୍ରୁତି ଦେବା ପରେ ଆନ୍ଦୋଳନ ପ୍ରତ୍ୟାହାର କରାଯାଇଥିଲା। ମୃତଦେହକୁ ବ୍ୟବଚ୍ଛେଦ ପାଇଁ ପଠାଯାଇଛି। ବ୍ୟବଚ୍ଛେଦ ରିପୋର୍ଟ ମିଳିବା ପରେ ମୃତ୍ୟୁର ପ୍ରକୃତ କାରଣ ଜଣାପଡ଼ିବ ବୋଲି ପୋଲିସ କହିଛି। ମୃତକଙ୍କ ପିତା ଥାନାରେ ଲିଖିତ ଅଭିଯୋଗ କରିଛନ୍ତି। ପୋଲିସ ଅପମୃତ୍ୟୁ ମାମଲା ରୁଜୁ କରି ତଦନ୍ତ ଆରମ୍ଭ କରିଛି। ଗ୍ରାମରେ ଉତ୍ତେଜନା ଦେଖାଦେଇଥିବାରୁ ପୋଲିସ ମୁତୟନ କରାଯାଇଛି। ଘଟଣାକୁ ନେଇ ଅଞ୍ଚଳରେ ଚାଞ୍ଚଲ୍ୟ ଖେଳିଯାଇଛି। ଯୁବକ ଜଣକ ଗତ ରବିବାର ଠାରୁ ନିଖୋଜ ଥିଲେ ବୋଲି ପରିବାର ଲୋକେ xyxy=(1212,1913,1470,2209)
cac-dateline: ସୋନପୁର, ୧୪।୧୧(ନି.ପ୍ର.) xyxy=(250,1385,370,1398)
cac-body-continued-bottom: ସୁବର୍ଣ୍ଣପୁର ଜିଲା ଓକିଲ ସଂଘ ସଭାଗୃହରେ ଗୁରୁବାର ଏକ ବୈଠକ ଅନୁଷ୍ଠିତ ହୋଇଯାଇଛି। ଏଥିରେ ରାଜ୍ୟ ଓକିଲ ସଂଘର କେନ୍ଦ୍ରୀୟ କାର୍ଯ୍ୟାନୁଷ୍ଠାନ କମିଟି (ସିଏସି)ର ନିଷ୍ପତ୍ତିକୁ ପୂର୍ଣ୍ଣ ସମର୍ଥନ ଜଣାଯାଇଛି। ପଶ୍ଚିମ ଓଡ଼ିଶାରେ ହାଇକୋର୍ଟର ସ୍ଥାୟୀ ବେଞ୍ଚ ପ୍ରତିଷ୍ଠା ଦାବିରେ ଓକିଲମାନେ ଦୀର୍ଘ ଦିନ ଧରି ଆନ୍ଦୋଳନ ଜାରି ରଖିଛନ୍ତି। ସରକାର ଏହି ଦାବି ପ୍ରତି ଉଦାସୀନ ରହିଥିବା ଅଭିଯୋଗ କରାଯାଇଛି। ସଂଘର ସଭାପତି କହିଥିଲେ ଯେ ଦାବି ପୂରଣ ନହେବା ପର୍ଯ୍ୟନ୍ତ ଆନ୍ଦୋଳନ ଜାରି ରହିବ। ଓକିଲମାନେ କୋର୍ଟ କାମ ବନ୍ଦ ରଖି ଧାରଣା ଦେବେ। ବୈଠକରେ ସଂଘର ସମ୍ପାଦକ, ଉପସଭାପତି, କୋଷାଧ୍ୟକ୍ଷ, ବରିଷ୍ଠ ଓକିଲ ପ୍ରମୁଖ ଉପସ୍ଥିତ ଥିଲେ। ସମସ୍ତେ ଏକମତ ହୋଇ ସିଏସିର ନିଷ୍ପତ୍ତିକୁ କାର୍ଯ୍ୟକାରୀ କରିବା ପାଇଁ ସଂକଳ୍ପ ନେଇଥିଲେ। ଆଗାମୀ ଦିନରେ ଜିଲାର ସମସ୍ତ ଅଦାଲତରେ କାମ ବନ୍ଦ ରହିବ। ସାଧାରଣ ଲୋକଙ୍କୁ ଏଥିରେ ସହଯୋଗ କରିବାକୁ ସଂଘ ପକ୍ଷରୁ ଅନୁରୋଧ କରାଯାଇଛି। ସଭା ଶେଷରେ ଜିଲାପାଳଙ୍କ ମାଧ୍ୟମରେ ମୁଖ୍ୟମନ୍ତ୍ରୀଙ୍କ ଉଦ୍ଦେଶ୍ୟରେ ଏକ ସ୍ମାରକପତ୍ର ପ୍ରଦାନ କରାଯାଇଥିଲା। xyxy=(455,1593,825,1779)
quote-icon: “ xyxy=(470,18,505,78)
gherao-photo-caption: ଥାନା ଘେରାଉ ଆନ୍ଦୋଳନରେ ସାମିଲ ହୋଇଥିବା ଜନସାଧାରଣ ଓ ଅନ୍ୟମାନେ। xyxy=(879,2126,1181,2138)
brief-story1-body: ସୁବର୍ଣ୍ଣପୁର ମୁନିସିପାଲିଟି ଅଫିସ୍ ସମ୍ମୁଖରେ ବସ୍ କର୍ମଚାରୀ ଓ ଯାତ୍ରୀଙ୍କୁ ମାଡ ମାରି ଡକାୟତି ଘଟଣାରେ ପୋଲିସ ଅଭିଯୁକ୍ତଙ୍କୁ ଗିରଫ କରିବାରେ ସକ୍ଷମ ହୋଇଛି। ଧୃତ ଅଭିଯୁକ୍ତଙ୍କୁ କୋର୍ଟ ଚାଲାଣ କରାଯାଇଛି। ଗିରଫ ଅଭିଯୁକ୍ତ ହେଲେ ଜନଗୁଲା ଗ୍ରାମର ବିଜୁ କରିବା(୨୬) ଓ ଖରାକଟ ଗ୍ରାମର କିଷାନ ନାଏକ(୨୩)। କିଷାନଙ୍କ ଠାରୁ ସୁନା ହାର, ୫୦୦ ଟଙ୍କା ଓ ବାଇକ୍ ଜବତ କରାଯାଇଛି। ଆଉ ଜଣେ ଅଭିଯୁକ୍ତ ଫେରାର ଅଛନ୍ତି। ତାଙ୍କୁ ଧରିବା ପାଇଁ ପୋଲିସ ଚଢ଼ାଉ ଚଳାଇଛି। ମଙ୍ଗଳବାର ରାତିରେ ରାଉରକେଲାରୁ ଛାଡ଼ିଥିବା ବସ୍ ସୋନପୁରରେ ପହଞ୍ଚିବା ପରେ ଏହି ଘଟଣା ଘଟିଥିଲା। ଅଭିଯୁକ୍ତମାନେ ପ୍ରଥମେ ବସ୍ ରୋକି ବସ୍ କର୍ମଚାରୀଙ୍କ ସହ ବଚସା କରିଥିଲେ ଓ ପରେ ମାଡ ମାରି ନଗଦ ଟଙ୍କା ଓ ମୋବାଇଲ୍ ଛଡ଼ାଇ ନେଇଥିଲେ। ବସ୍ ଯାତ୍ରୀମାନଙ୍କୁ ମଧ୍ୟ ଧମକ ଦେଇଥିଲେ। ସୂଚନା ପାଇ ପୋଲିସ ଘଟଣାସ୍ଥଳରେ ପହଞ୍ଚି ତଦନ୍ତ ଆରମ୍ଭ କରିଥିଲା। ଏନେଇ ବସ୍ ମାଲିକ ଥାନାରେ ଅଭିଯୋଗ କରିବା ପରେ ପୋଲିସ ମାମଲା ରୁଜୁ କରି ତଦନ୍ତ ଜାରି ରଖିଛି। ଘଟଣାରେ ଆଉ କିଏ ସମ୍ପୃକ୍ତ ଅଛନ୍ତି ପୋଲିସ ଖୋଜଖବର କରୁଛି। xyxy=(30,292,235,635)
logo xyxy=(88,28,258,93)
kharif-body-text: ଦୁଙ୍ଗୁରିପାଲି ନିୟନ୍ତ୍ରିତ ବଜାର କମିଟି ପ୍ରାଙ୍ଗଣରେ ମଙ୍ଗଳବାର ଜିଲାପାଳ ମଧୁସୂଦନ ମିଶ୍ର ଚଳିତ ବର୍ଷର ସୁବର୍ଣ୍ଣପୁର ଜିଲା ଖରିଫ ରବି ଧାନ ସଂଗ୍ରହ ଶୁଭାରମ୍ଭ କରିଛନ୍ତି। ଏହି ଅବସରରେ ଜିଲାପାଳ ଚାଷୀ ପଞ୍ଜୀକରଣ ବ୍ୟବସ୍ଥା ଅନୁସାରେ ଟୋକନ ପ୍ରାପ୍ତ ଚାଷୀଙ୍କଠାରୁ ଧାନ କିଣାଯିବ ବୋଲି କହିଥିଲେ। ପ୍ରଥମ ଦିନରେ ୧୬୭ କ୍ୱିଣ୍ଟାଲ ୭୧ କେଜି ଧାନ ବିକ୍ରି ହୋଇଛି। ଚାଷୀମାନେ ଯେପରି କୌଣସି ଅସୁବିଧାର ସମ୍ମୁଖୀନ ନହୁଅନ୍ତି ସେଥିପାଇଁ ସମସ୍ତ ବ୍ୟବସ୍ଥା କରାଯାଇଛି। ଅଧିକାରୀ ଓ କର୍ମଚାରୀ ଧାନ କେନ୍ଦ୍ରରେ ନିୟମିତ ତଦାରଖ କରିବେ। ଚାଷୀ ଅଭିମନ୍ୟୁ ସାହୁ ୬୦ ପ୍ୟାକେଟ, ବିଶ୍ୱନାଥ ସାହୁ ୪୦ ପ୍ୟାକେଟ, ଭୁଜିଶ୍ୱର ସାହୁ ୧୨୫ ପ୍ୟାକେଟ ଧାନ ବିକ୍ରି କରିଥିଲେ। ଏହି କାର୍ଯ୍ୟକ୍ରମରେ ଜିଲା ଯୋଗାଣ ଅଧିକାରୀ, ସମବାୟ ସମିତିର ସଭାପତି, ମିଲର ପ୍ରତିନିଧି ଓ ଚାଷୀମାନେ ଉପସ୍ଥିତ ଥିଲେ। ସହାୟକ ଯୋଗାଣ ଅଧିକାରୀ ଧନ୍ୟବାଦ ଅର୍ପଣ କରିଥିଲେ। xyxy=(1065,319,1460,474)
lead-body-continued: ସୁବର୍ଣ୍ଣପୁର ଜିଲା ବୀରମହାରାଜପୁର ବ୍ଲକ ଅଧୀନ ଠିଆମୁଣ୍ଡା ଅଞ୍ଚଳରେ ଚକଡ଼ା ରୋଗ ଧାନ ଫସଲ ନଷ୍ଟ କରିଛି। ତେଣୁ ଅଞ୍ଚଳର ଚାଷୀ ଏବେ ହତାଶ ହୋଇପଡ଼ିଛନ୍ତି। ଉକ୍ତ ପଞ୍ଚାୟତରେ ଶତାଧିକ ଏକର ଜମିରେ ଚକଡ଼ା ରୋଗ ଲାଗିଥିବା ଯୋଗୁ ଚାଷୀମାନେ ଅଭିଯୋଗ କରୁଛନ୍ତି। ମହୁଣ୍ଡିପ୍ରାପ୍ତି ଅଞ୍ଚଳର ସବୁ ଚାଷୀ ଏହି ଦୁର୍ଦ୍ଦଶାର ଶିକାର ହୋଇଛନ୍ତି। ଧାନ ଗଛରେ ଶିଷା ବାହାରିବା ସମୟରେ ଏହି ରୋଗ ଦେଖାଦେଇଥିଲା। ଚାଷୀମାନେ ଅନେକ ଔଷଧ ସିଞ୍ଚନ କରି ମଧ୍ୟ କୌଣସି ଫଳ ପାଇ ନାହାନ୍ତି। କୃଷି ବିଭାଗ ଅଧିକାରୀଙ୍କୁ ଏ ବିଷୟରେ ଜଣାଇଲେ ମଧ୍ୟ ସେମାନେ ଗ୍ରାମକୁ ଆସି ନାହାନ୍ତି ବୋଲି ଅଭିଯୋଗ ହେଉଛି। ଚାଷୀମାନେ ଋଣ କରି ଚାଷ କରିଥିଲେ। ଏବେ ଫସଲ ନଷ୍ଟ ହେବାରୁ ସେମାନେ ଋଣ ସୁଝିବା ନେଇ ଚିନ୍ତିତ ଅଛନ୍ତି। ଚାଷୀ ଗୋଲକ ପ୍ରଧାନ, ଉପେନ୍ଦ୍ର ସାହୁ, ବିଶ୍ୱନାଥ ସାହୁ, ବିଜୟ ପଣ୍ଡା, ପଙ୍କଜ ପାତ୍ର ପ୍ରମୁଖ କହିଛନ୍ତି ଯେ ଜମିରେ ପ୍ରାୟ ଅଧା ଫସଲ ନଷ୍ଟ ହୋଇଯାଇଛି। ଚଳିତ ବର୍ଷ ବର୍ଷା ଅନିୟମିତ ହେବାରୁ ରୋଗ ବଢ଼ିଛି। କ୍ଷତିଗ୍ରସ୍ତ ଚାଷୀଙ୍କୁ କ୍ଷତିପୂରଣ ଦେବା ସହ ଫସଲ ବୀମା ରାଶି ଶୀଘ୍ର ପ୍ରଦାନ କରିବାକୁ ଚାଷୀମାନେ ଦାବି କରିଛନ୍ତି। ପଟ୍ଟଲକ୍ଷ୍ମୀଙ୍କୁ ନେଇ ଚାଷୀ ସଙ୍ଗଠନ ମଧ୍ୟ ସରକାରଙ୍କ ନିକଟରେ ଦାବିପତ୍ର ଦେବାକୁ ଯୋଜନା କରିଛି। ଅନ୍ୟପକ୍ଷେ କୃଷି ବିଭାଗର ଅଧିକାରୀ କହିଛନ୍ତି ଯେ କ୍ଷତିର ଆକଳନ ପାଇଁ ଶୀଘ୍ର ଟିମ ପଠାଯିବ। ଆକଳନ ରିପୋର୍ଟ ମିଳିବା ପରେ ନିୟମ ଅନୁସାରେ ସହାୟତା ଦିଆଯିବ ବୋଲି ସେ ପ୍ରକାଶ କରିଛନ୍ତି। ଗତ ବର୍ଷ ମଧ୍ୟ ଏହି ଅଞ୍ଚଳରେ ଶୋଷା ପୋକ ଲାଗି ବ୍ୟାପକ କ୍ଷତି ହୋଇଥିଲା। ବିଭାଗ ତରଫରୁ ସମୟରେ ସଚେତନତା ଶିବିର ଆୟୋଜନ କରାଯାଇ ନଥିବାରୁ ଏଭଳି ସ୍ଥିତି ଉପୁଜିଛି ବୋଲି ଚାଷୀମାନେ କହିଛନ୍ତି। ଏହାକୁ ନେଇ ଅଞ୍ଚଳରେ ଅସନ୍ତୋଷ ଦେଖାଦେଇଛି। xyxy=(445,579,1035,780)
cac-body-continued-right: ସୁବର୍ଣ୍ଣପୁର ଜିଲା ଓକିଲ ସଂଘ ସଭାଗୃହରେ ଗୁରୁବାର ଏକ ବୈଠକ ଅନୁଷ୍ଠିତ ହୋଇଯାଇଛି। ଏଥିରେ ରାଜ୍ୟ ଓକିଲ ସଂଘର କେନ୍ଦ୍ରୀୟ କାର୍ଯ୍ୟାନୁଷ୍ଠାନ କମିଟି (ସିଏସି)ର ନିଷ୍ପତ୍ତିକୁ ପୂର୍ଣ୍ଣ ସମର୍ଥନ ଜଣାଯାଇଛି। ପଶ୍ଚିମ ଓଡ଼ିଶାରେ ହାଇକୋର୍ଟର ସ୍ଥାୟୀ ବେଞ୍ଚ ପ୍ରତିଷ୍ଠା ଦାବିରେ ଓକିଲମାନେ ଦୀର୍ଘ ଦିନ ଧରି ଆନ୍ଦୋଳନ ଜାରି ରଖିଛନ୍ତି। ସରକାର ଏହି ଦାବି ପ୍ରତି ଉଦାସୀନ ରହିଥିବା ଅଭିଯୋଗ କରାଯାଇଛି। ସଂଘର ସଭାପତି କହିଥିଲେ ଯେ ଦାବି ପୂରଣ ନହେବା ପର୍ଯ୍ୟନ୍ତ ଆନ୍ଦୋଳନ ଜାରି ରହିବ। ଓକିଲମାନେ କୋର୍ଟ କାମ ବନ୍ଦ ରଖି ଧାରଣା ଦେବେ। ବୈଠକରେ ସଂଘର ସମ୍ପାଦକ, ଉପସଭାପତି, କୋଷାଧ୍ୟକ୍ଷ, ବରିଷ୍ଠ ଓକିଲ ପ୍ରମୁଖ ଉପସ୍ଥିତ ଥିଲେ। ସମସ୍ତେ ଏକମତ ହୋଇ ସିଏସିର ନିଷ୍ପତ୍ତିକୁ କାର୍ଯ୍ୟକାରୀ କରିବା ପାଇଁ ସଂକଳ୍ପ ନେଇଥିଲେ। ଆଗାମୀ ଦିନରେ ଜିଲାର ସମସ୍ତ ଅଦାଲତରେ କାମ ବନ୍ଦ ରହିବ। ସାଧାରଣ ଲୋକଙ୍କୁ ଏଥିରେ ସହଯୋଗ କରିବାକୁ ସଂଘ ପକ୍ଷରୁ ଅନୁରୋଧ କରାଯାଇଛି। ସଭା ଶେଷରେ ଜିଲାପାଳଙ୍କ ମାଧ୍ୟମରେ ମୁଖ୍ୟମନ୍ତ୍ରୀଙ୍କ ଉଦ୍ଦେଶ୍ୟରେ ଏକ ସ୍ମାରକପତ୍ର ପ୍ରଦାନ କରାଯାଇଥିଲା। xyxy=(830,1381,1040,1693)
cac-body: ସୁବର୍ଣ୍ଣପୁର ଜିଲା ଓକିଲ ସଂଘ ସଭାଗୃହରେ ଗୁରୁବାର ଏକ ବୈଠକ ଅନୁଷ୍ଠିତ ହୋଇଯାଇଛି। ଏଥିରେ ରାଜ୍ୟ ଓକିଲ ସଂଘର କେନ୍ଦ୍ରୀୟ କାର୍ଯ୍ୟାନୁଷ୍ଠାନ କମିଟି (ସିଏସି)ର ନିଷ୍ପତ୍ତିକୁ ପୂର୍ଣ୍ଣ ସମର୍ଥନ ଜଣାଯାଇଛି। ପଶ୍ଚିମ ଓଡ଼ିଶାରେ ହାଇକୋର୍ଟର ସ୍ଥାୟୀ ବେଞ୍ଚ ପ୍ରତିଷ୍ଠା ଦାବିରେ ଓକିଲମାନେ ଦୀର୍ଘ ଦିନ ଧରି ଆନ୍ଦୋଳନ ଜାରି ରଖିଛନ୍ତି। ସରକାର ଏହି ଦାବି ପ୍ରତି ଉଦାସୀନ ରହିଥିବା ଅଭିଯୋଗ କରାଯାଇଛି। ସଂଘର ସଭାପତି କହିଥିଲେ ଯେ ଦାବି ପୂରଣ ନହେବା ପର୍ଯ୍ୟନ୍ତ ଆନ୍ଦୋଳନ ଜାରି ରହିବ। ଓକିଲମାନେ କୋର୍ଟ କାମ ବନ୍ଦ ରଖି ଧାରଣା ଦେବେ। ବୈଠକରେ ସଂଘର ସମ୍ପାଦକ, ଉପସଭାପତି, କୋଷାଧ୍ୟକ୍ଷ, ବରିଷ୍ଠ ଓକିଲ ପ୍ରମୁଖ ଉପସ୍ଥିତ ଥିଲେ। ସମସ୍ତେ ଏକମତ ହୋଇ ସିଏସିର ନିଷ୍ପତ୍ତିକୁ କାର୍ଯ୍ୟକାରୀ କରିବା ପାଇଁ ସଂକଳ୍ପ ନେଇଥିଲେ। ଆଗାମୀ ଦିନରେ ଜିଲାର ସମସ୍ତ ଅଦାଲତରେ କାମ ବନ୍ଦ ରହିବ। ସାଧାରଣ ଲୋକଙ୍କୁ ଏଥିରେ ସହଯୋଗ କରିବାକୁ ସଂଘ ପକ୍ଷରୁ ଅନୁରୋଧ କରାଯାଇଛି। ସଭା ଶେଷରେ ଜିଲାପାଳଙ୍କ ମାଧ୍ୟମରେ ମୁଖ୍ୟମନ୍ତ୍ରୀଙ୍କ ଉଦ୍ଦେଶ୍ୟରେ ଏକ ସ୍ମାରକପତ୍ର ପ୍ରଦାନ କରାଯାଇଥିଲା। xyxy=(248,1406,448,1733)
brief-story2-title: ସୁବର୍ଣ୍ଣପୁରରେ ପହଞ୍ଚିଲା ସଚେତନତା ରଥ xyxy=(30,964,180,1004)
bjd-headline: ତରଭା ବ୍ଲକ ବିଜେଡିର ଜନ ସମ୍ପର୍କ ପଦଯାତ୍ରା xyxy=(645,824,1444,875)
masthead-rule xyxy=(30,120,1470,123)
lead-dateline: ଅମରପାଲି, ୧୪।୧୧(ଟି.ଏନ୍.ଏ) xyxy=(250,265,376,277)
